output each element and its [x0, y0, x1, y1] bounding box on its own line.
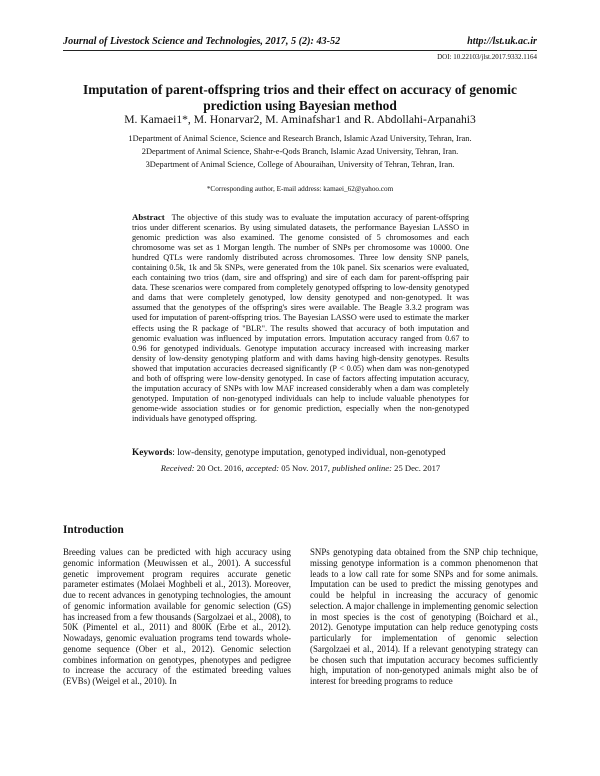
journal-url[interactable]: http://lst.uk.ac.ir — [467, 36, 537, 47]
section-heading-introduction: Introduction — [63, 524, 124, 536]
doi: DOI: 10.22103/jlst.2017.9332.1164 — [437, 53, 537, 61]
corresponding-author: *Corresponding author, E-mail address: kamaei_62@yahoo.com — [206, 185, 394, 193]
body-column-left: Breeding values can be predicted with high accuracy using genomic information (Meuwissen et al., 2001). A successful genetic improvement program requires accurate genetic parameter estimates (Molaei Moghbeli et al., 2013). Moreover, due to recent advances in genotyping technologies, the amount of genomic information available for genomic selection (GS) has increased from a few thousands (Sargolzaei et al., 2008), to 50K (Pimentel et al., 2011) and 800K (Erbe et al., 2012). Nowadays, genomic evaluation programs tend towards whole-genome sequence (Ober et al., 2012). Genomic selection combines information on genotypes, phenotypes and pedigree to increase the accuracy of the estimated breeding values (EVBs) (Weigel et al., 2010). In — [63, 547, 291, 686]
author-list — [63, 113, 537, 126]
paper-title: Imputation of parent-offspring trios and their effect on accuracy of genomic prediction using Bayesian method — [83, 82, 517, 113]
body-column-right: SNPs genotyping data obtained from the SNP chip technique, missing genotype information is a common phenomenon that leads to a low call rate for some SNPs and for some animals. Imputation can be used to predict the missing genotypes and could be helpful in increasing the accuracy of genomic selection. A major challenge in implementing genomic selection in most species is the cost of genotyping (Boichard et al., 2012). Genotype imputation can help reduce genotyping costs particularly for implementation of genomic selection (Sargolzaei et al., 2014). If a relevant genotyping strategy can be chosen such that imputation accuracy becomes sufficiently high, imputation of non-genotyped animals might also be of interest for breeding programs to reduce — [310, 547, 538, 686]
header-divider — [63, 50, 537, 51]
received-date: 20 Oct. 2016, — [194, 463, 246, 473]
accepted-date: 05 Nov. 2017, — [279, 463, 333, 473]
keywords-text: : low-density, genotype imputation, genotyped individual, non-genotyped — [172, 448, 446, 458]
accepted-label: accepted: — [245, 463, 280, 473]
abstract-label: Abstract — [132, 212, 165, 222]
journal-name: Journal of Livestock Science and Technologies — [63, 36, 261, 47]
keywords-label: Keywords — [132, 448, 173, 458]
authors-text: M. Kamaei1*, M. Honarvar2, M. Aminafshar1 and R. Abdollahi-Arpanahi3 — [124, 113, 476, 126]
publication-dates — [132, 463, 469, 473]
journal-header — [63, 36, 537, 47]
abstract — [132, 212, 469, 424]
published-label: published online: — [332, 463, 392, 473]
volume-info: , 2017, 5 (2): 43-52 — [260, 36, 341, 47]
received-label: Received: — [160, 463, 195, 473]
published-date: 25 Dec. 2017 — [392, 463, 441, 473]
affiliation-3: 3Department of Animal Science, College of Abouraihan, University of Tehran, Tehran, Iran. — [145, 160, 455, 169]
affiliation-2: 2Department of Animal Science, Shahr-e-Qods Branch, Islamic Azad University, Tehran, Iran. — [141, 147, 459, 156]
abstract-text: The objective of this study was to evaluate the imputation accuracy of parent-offspring trios under different scenarios. By using simulated datasets, the performance Bayesian LASSO in genomic prediction was also examined. The genome consisted of 5 chromosomes and each chromosome was set as 1 Morgan length. The number of SNPs per chromosome was 10000. One hundred QTLs were randomly distributed across chromosomes. Three low density SNP panels, containing 0.5k, 1k and 5k SNPs, were generated from the 10k panel. Six scenarios were evaluated, each containing two trios (dam, sire and offspring) and sire of each dam for parent-offspring pair data. These scenarios were compared from completely genotyped offspring to low-density genotyped and dams that were completely genotyped, low density genotyped and non-genotyped. It was assumed that the genotypes of the offspring's sires were available. The Beagle 3.3.2 program was used for imputation of parent-offspring trios. The Bayesian LASSO were used to estimate the marker effects using the R package of "BLR". The results showed that accuracy of both imputation and genomic evaluation was influenced by imputation errors. Imputation accuracy ranged from 0.67 to 0.96 for genotyped individuals. Genotype imputation accuracy increased with increasing marker density of low-density genotyping platform and with dams having high-density genotypes. Results showed that imputation accuracies decreased significantly (P < 0.05) when dam was non-genotyped and both of offspring were low-density genotyped. In case of factors affecting imputation accuracy, the imputation accuracy of SNPs with low MAF increased considerably when a dam was completely genotyped. Imputation of non-genotyped individuals can help to include valuable phenotypes for genome-wide association studies or for genomic prediction, especially when the non-genotyped individuals have genotyped offspring. — [132, 213, 469, 423]
keywords — [132, 448, 469, 458]
affiliation-1: 1Department of Animal Science, Science and Research Branch, Islamic Azad University, Tehran, Iran. — [128, 134, 472, 143]
